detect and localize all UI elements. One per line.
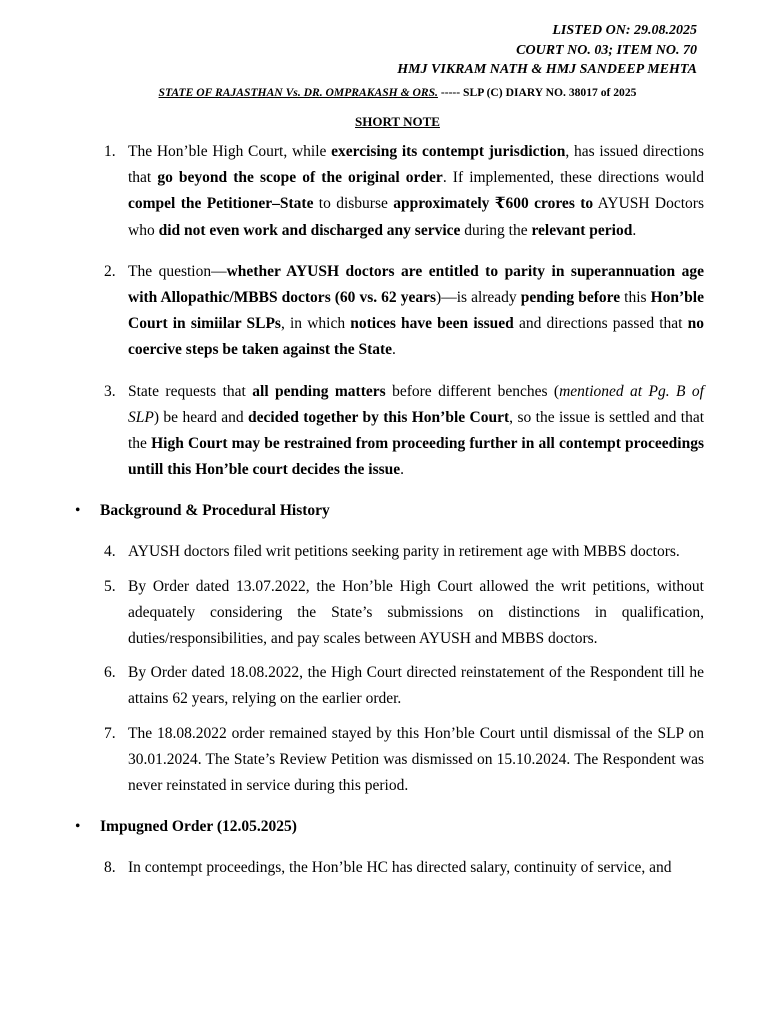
court-item: COURT NO. 03; ITEM NO. 70	[516, 42, 697, 58]
point-8	[104, 855, 704, 881]
point-7	[104, 721, 704, 800]
bold-text: whether AYUSH doctors are entitled to parity in superannuation age with Allopathic/MBBS doctors (60 vs. 62 years	[128, 262, 705, 307]
point-number: 2.	[104, 262, 116, 280]
text: AYUSH Doctors who	[128, 195, 704, 239]
bold-text: relevant period	[531, 221, 633, 239]
text: . If implemented, these directions would	[442, 169, 704, 187]
bold-text: no coercive steps be taken against the State	[128, 315, 705, 359]
point-number: 6.	[104, 664, 116, 682]
point-number: 4.	[104, 543, 116, 561]
point-4	[104, 539, 704, 565]
point-text: The 18.08.2022 order remained stayed by this Hon’ble Court until dismissal of the SLP on 30.01.2024. The State’s Review Petition was dismissed on 15.10.2024. The Respondent was never reinstated in service during this period.	[128, 724, 704, 795]
section-heading: Impugned Order (12.05.2025)	[100, 818, 297, 836]
section-impugned-order	[75, 814, 768, 840]
point-text: AYUSH doctors filed writ petitions seeking parity in retirement age with MBBS doctors.	[128, 543, 680, 561]
bold-text: High Court may be restrained from proceeding further in all contempt proceedings untill this Hon’ble court decides the issue	[128, 435, 704, 479]
bold-text: pending before	[520, 289, 621, 307]
point-number: 7.	[104, 724, 116, 742]
point-number: 8.	[104, 859, 116, 877]
italic-text: mentioned at Pg. B of SLP	[128, 382, 704, 426]
text: State requests that	[128, 382, 253, 400]
text: and directions passed that	[513, 315, 688, 333]
point-3	[104, 379, 705, 484]
listing-header	[397, 21, 697, 80]
bold-text: compel the Petitioner–State	[128, 195, 314, 213]
bullet-icon: •	[75, 502, 81, 520]
bold-text: approximately ₹600 crores to	[393, 195, 594, 213]
point-number: 1.	[104, 143, 116, 160]
text: ) be heard and	[153, 408, 249, 426]
text: this	[620, 289, 651, 307]
section-heading: Background & Procedural History	[100, 502, 330, 520]
bold-text: decided together by this Hon’ble Court	[248, 408, 510, 426]
text: before different benches (	[385, 382, 560, 400]
bold-text: notices have been issued	[350, 315, 514, 333]
bold-text: did not even work and discharged any service	[158, 221, 461, 239]
text: The Hon’ble High Court, while	[128, 143, 332, 160]
point-6	[104, 660, 704, 712]
text: to disburse	[313, 195, 394, 213]
bench-judges: HMJ VIKRAM NATH & HMJ SANDEEP MEHTA	[397, 62, 697, 77]
text: .	[632, 221, 637, 239]
point-5	[104, 574, 704, 653]
text: , in which	[280, 315, 351, 333]
case-name: STATE OF RAJASTHAN Vs. DR. OMPRAKASH & ORS.	[158, 86, 438, 99]
point-1	[104, 139, 704, 244]
point-2	[104, 259, 705, 364]
note-body	[0, 139, 768, 881]
text: )—is already	[436, 289, 521, 307]
bold-text: Hon’ble Court in simiilar SLPs	[128, 289, 704, 333]
bold-text: all pending matters	[252, 382, 386, 400]
text: , so the issue is settled and that the	[128, 408, 705, 453]
listed-on: LISTED ON: 29.08.2025	[552, 23, 697, 38]
section-background	[75, 498, 768, 524]
case-number: ----- SLP (C) DIARY NO. 38017 of 2025	[437, 86, 637, 99]
text: The question—	[128, 262, 227, 280]
text: .	[392, 341, 396, 359]
bold-text: go beyond the scope of the original order	[157, 169, 443, 187]
point-text: By Order dated 13.07.2022, the Hon’ble High Court allowed the writ petitions, without adequately considering the State’s submissions on distinctions in qualification, duties/responsibilities, and pay scales between AYUSH and MBBS doctors.	[128, 577, 704, 648]
point-number: 3.	[104, 382, 116, 400]
case-title	[0, 86, 768, 99]
text: during the	[460, 221, 532, 239]
point-text: By Order dated 18.08.2022, the High Court directed reinstatement of the Respondent till he attains 62 years, relying on the earlier order.	[128, 664, 704, 708]
bullet-icon: •	[75, 818, 81, 836]
bold-text: exercising its contempt jurisdiction	[331, 143, 566, 160]
point-text: In contempt proceedings, the Hon’ble HC has directed salary, continuity of service, and	[128, 859, 672, 877]
short-note-heading: SHORT NOTE	[355, 114, 440, 129]
text: .	[400, 461, 405, 479]
point-number: 5.	[104, 577, 116, 595]
text: , has issued directions that	[128, 143, 704, 187]
